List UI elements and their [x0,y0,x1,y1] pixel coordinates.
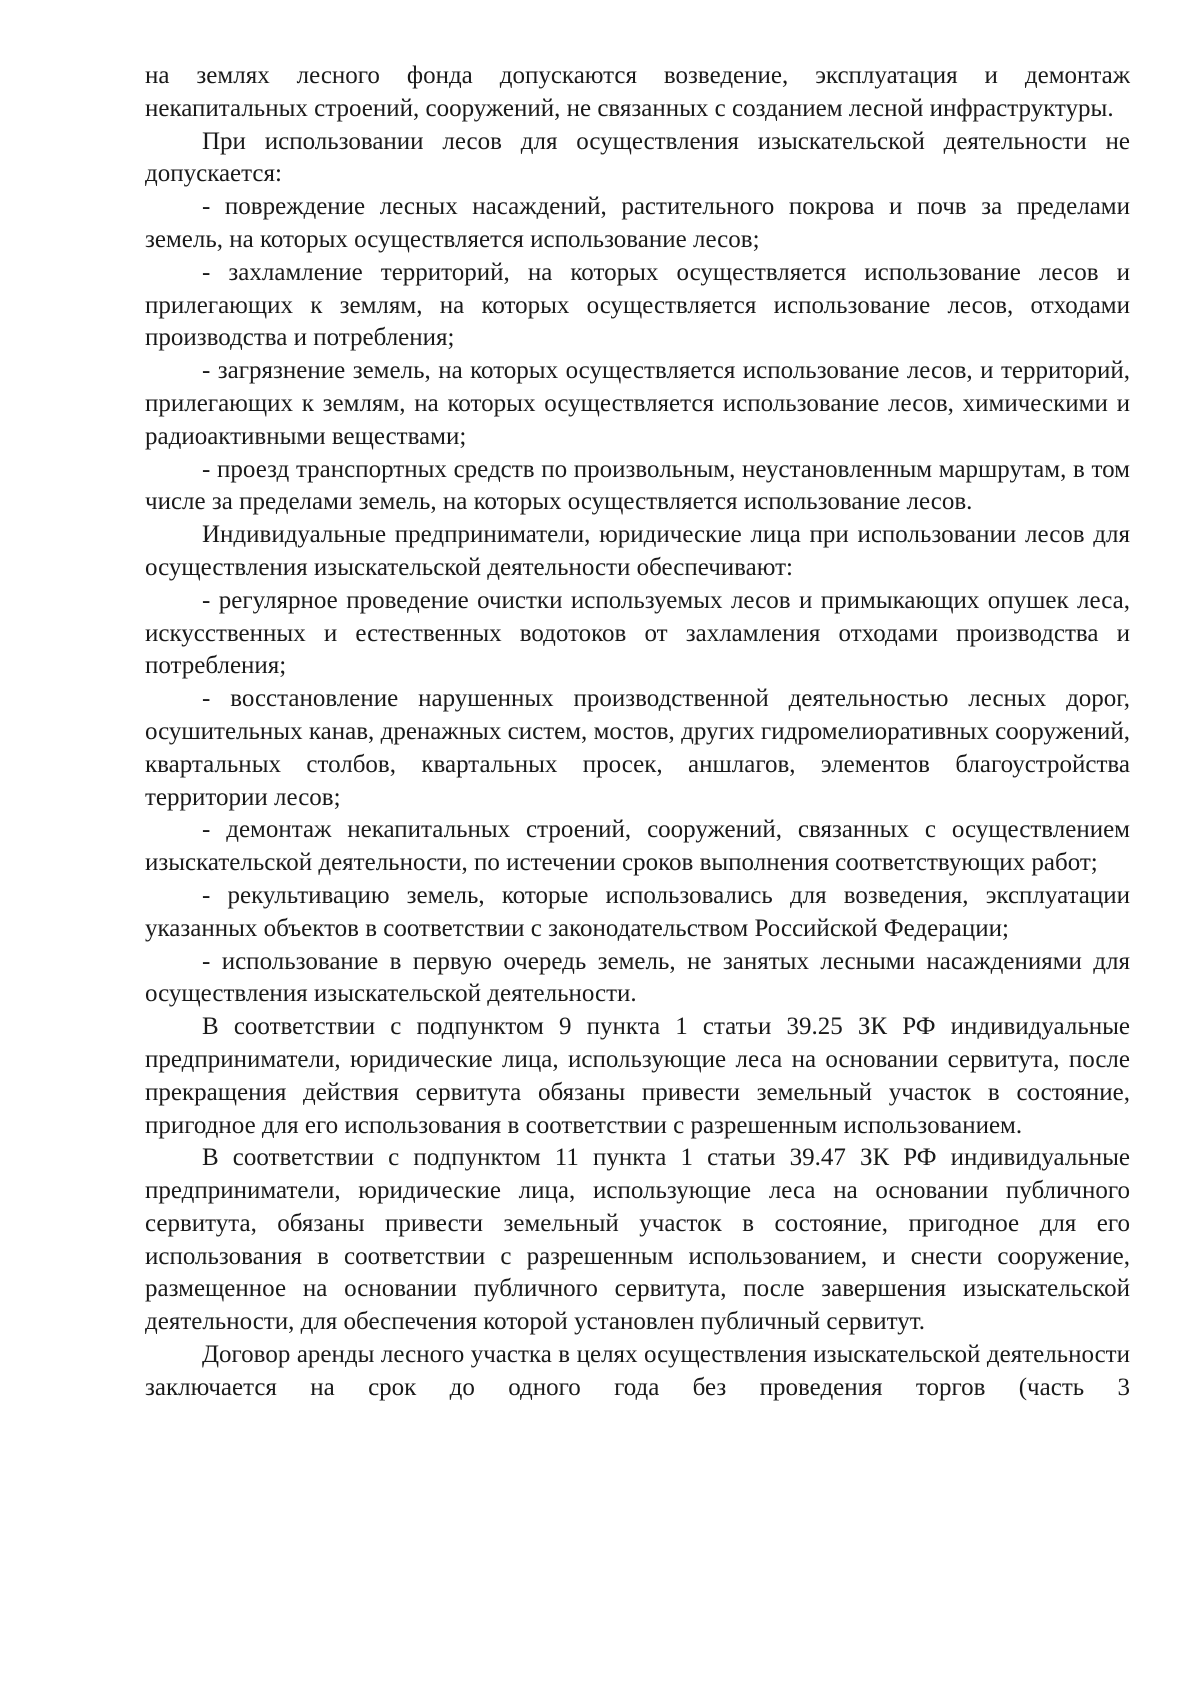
list-item-9: - использование в первую очередь земель, не занятых лесными насаждениями для осуществления изыскательской деятельности. [145,947,1130,1008]
list-item-6: - восстановление нарушенных производственной деятельностью лесных дорог, осушительных канав, дренажных систем, мостов, других гидромелиоративных сооружений, квартальных столбов, квартальных просек, аншлагов, элементов благоустройства территории лесов; [145,685,1130,811]
paragraph-1: на землях лесного фонда допускаются возведение, эксплуатация и демонтаж некапитальных строений, сооружений, не связанных с созданием лесной инфраструктуры. [145,62,1130,122]
list-item-5: - регулярное проведение очистки используемых лесов и примыкающих опушек леса, искусственных и естественных водотоков от захламления отходами производства и потребления; [145,586,1130,680]
list-item-8: - рекультивацию земель, которые использовались для возведения, эксплуатации указанных объектов в соответствии с законодательством Российской Федерации; [145,881,1130,942]
list-item-2: - захламление территорий, на которых осуществляется использование лесов и прилегающих к землям, на которых осуществляется использование лесов, отходами производства и потребления; [145,258,1130,352]
paragraph-6: Договор аренды лесного участка в целях осуществления изыскательской деятельности заключается на срок до одного года без проведения торгов (часть 3 [145,1341,1130,1401]
list-item-7: - демонтаж некапитальных строений, сооружений, связанных с осуществлением изыскательской деятельности, по истечении сроков выполнения соответствующих работ; [145,816,1130,877]
list-item-4: - проезд транспортных средств по произвольным, неустановленным маршрутам, в том числе за пределами земель, на которых осуществляется использование лесов. [145,455,1130,516]
document-page [145,60,1130,1405]
paragraph-3: Индивидуальные предприниматели, юридические лица при использовании лесов для осуществления изыскательской деятельности обеспечивают: [145,521,1130,581]
paragraph-4: В соответствии с подпунктом 9 пункта 1 статьи 39.25 ЗК РФ индивидуальные предприниматели, юридические лица, использующие леса на основании сервитута, после прекращения действия сервитута обязаны привести земельный участок в состояние, пригодное для его использования в соответствии с разрешенным использованием. [145,1013,1130,1139]
paragraph-2: При использовании лесов для осуществления изыскательской деятельности не допускается: [145,127,1130,188]
list-item-3: - загрязнение земель, на которых осуществляется использование лесов, и территорий, прилегающих к землям, на которых осуществляется использование лесов, химическими и радиоактивными веществами; [145,357,1130,450]
list-item-1: - повреждение лесных насаждений, растительного покрова и почв за пределами земель, на которых осуществляется использование лесов; [145,193,1130,253]
paragraph-5: В соответствии с подпунктом 11 пункта 1 статьи 39.47 ЗК РФ индивидуальные предприниматели, юридические лица, использующие леса на основании публичного сервитута, обязаны привести земельный участок в состояние, пригодное для его использования в соответствии с разрешенным использованием, и снести сооружение, размещенное на основании публичного сервитута, после завершения изыскательской деятельности, для обеспечения которой установлен публичный сервитут. [145,1144,1130,1336]
